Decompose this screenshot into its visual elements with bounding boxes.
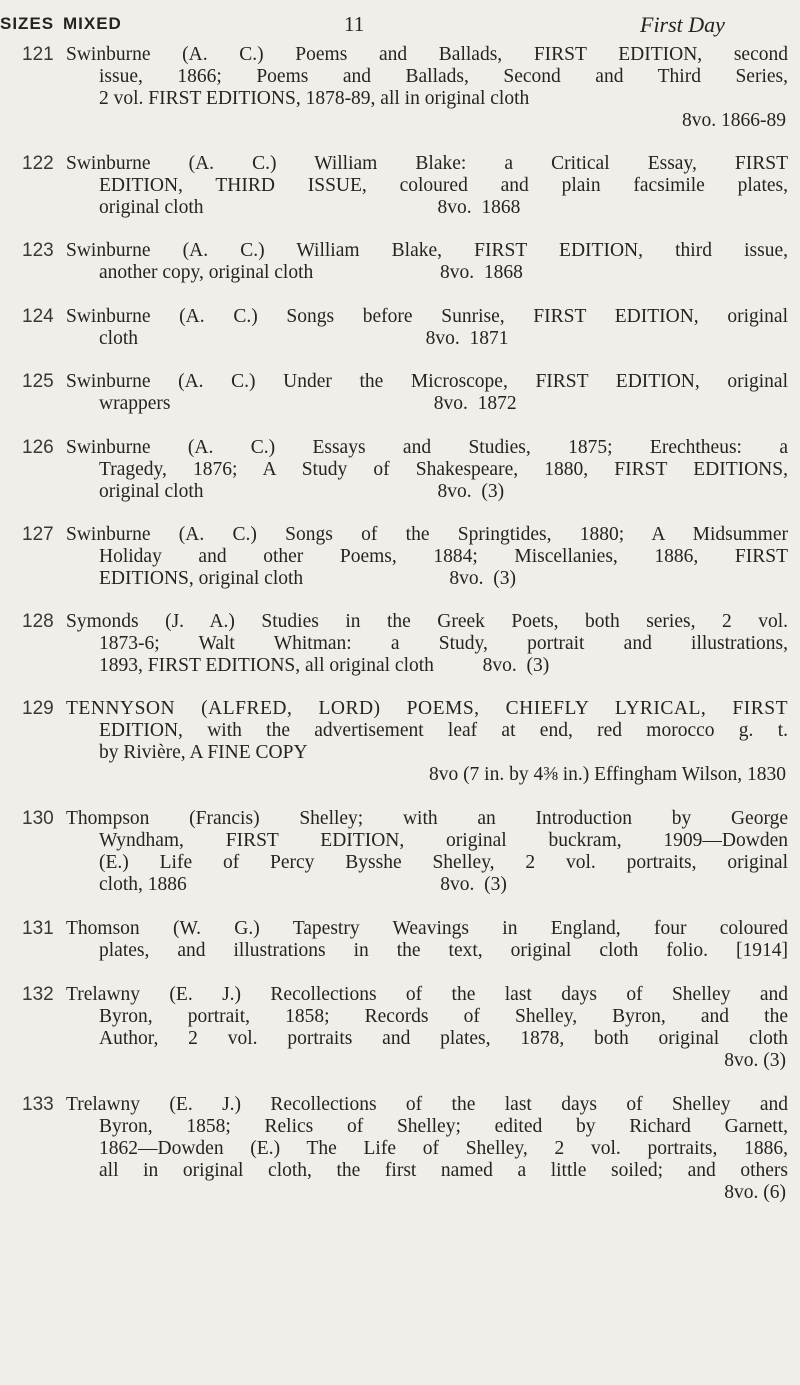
lot-line: Swinburne (A. C.) Songs before Sunrise, FIRST EDITION, original [66, 306, 788, 327]
lot-line: cloth 8vo. 1871 [99, 328, 509, 349]
lot-description [66, 984, 788, 1072]
lot-line: 1873-6; Walt Whitman: a Study, portrait and illustrations, [99, 633, 788, 654]
lot-number: 121 [22, 44, 54, 65]
lot-line: Author, 2 vol. portraits and plates, 1878, both original cloth [99, 1028, 788, 1049]
lot-line: EDITION, THIRD ISSUE, coloured and plain facsimile plates, [99, 175, 788, 196]
lot-description [66, 44, 788, 132]
lot-line: Holiday and other Poems, 1884; Miscellanies, 1886, FIRST [99, 546, 788, 567]
lot-number: 129 [22, 698, 54, 719]
lot-number: 127 [22, 524, 54, 545]
lot-line: Swinburne (A. C.) William Blake, FIRST EDITION, third issue, [66, 240, 788, 261]
lot-line: by Rivière, A FINE COPY [99, 742, 308, 763]
lot-line: Trelawny (E. J.) Recollections of the last days of Shelley and [66, 1094, 788, 1115]
lot-line: Thompson (Francis) Shelley; with an Introduction by George [66, 808, 788, 829]
lot-line: all in original cloth, the first named a little soiled; and others [99, 1160, 788, 1181]
header-sizes: SIZES [0, 14, 55, 33]
lot-line: Swinburne (A. C.) Under the Microscope, FIRST EDITION, original [66, 371, 788, 392]
lot-line: Thomson (W. G.) Tapestry Weavings in England, four coloured [66, 918, 788, 939]
lot-line: issue, 1866; Poems and Ballads, Second and Third Series, [99, 66, 788, 87]
lot-line: Trelawny (E. J.) Recollections of the last days of Shelley and [66, 984, 788, 1005]
lot-line: Tragedy, 1876; A Study of Shakespeare, 1880, FIRST EDITIONS, [99, 459, 788, 480]
lot-number: 125 [22, 371, 54, 392]
lot-line: original cloth 8vo. 1868 [99, 197, 521, 218]
lot-line: Byron, 1858; Relics of Shelley; edited by Richard Garnett, [99, 1116, 788, 1137]
lot-line: Byron, portrait, 1858; Records of Shelley, Byron, and the [99, 1006, 788, 1027]
lot-line: (E.) Life of Percy Bysshe Shelley, 2 vol. portraits, original [99, 852, 788, 873]
header-day: First Day [640, 12, 725, 37]
lot-description [66, 808, 788, 896]
lot-line: Swinburne (A. C.) Songs of the Springtides, 1880; A Midsummer [66, 524, 788, 545]
lot-number: 128 [22, 611, 54, 632]
lot-line: cloth, 1886 8vo. (3) [99, 874, 507, 895]
lot-line: EDITION, with the advertisement leaf at end, red morocco g. t. [99, 720, 788, 741]
lot-description [66, 524, 788, 590]
lot-description [66, 437, 788, 503]
lot-line: 1862—Dowden (E.) The Life of Shelley, 2 vol. portraits, 1886, [99, 1138, 788, 1159]
lot-description [66, 611, 788, 677]
page-number: 11 [344, 12, 365, 36]
lot-number: 132 [22, 984, 54, 1005]
lot-line: Symonds (J. A.) Studies in the Greek Poets, both series, 2 vol. [66, 611, 788, 632]
lot-line: plates, and illustrations in the text, original cloth folio. [1914] [99, 940, 788, 961]
lot-description [66, 153, 788, 219]
lot-number: 122 [22, 153, 54, 174]
lot-line: original cloth 8vo. (3) [99, 481, 505, 502]
lot-description [66, 306, 788, 350]
lot-description [66, 371, 788, 415]
lot-line: another copy, original cloth 8vo. 1868 [99, 262, 523, 283]
lot-line: 2 vol. FIRST EDITIONS, 1878-89, all in original cloth [99, 88, 530, 109]
lot-line: Swinburne (A. C.) William Blake: a Critical Essay, FIRST [66, 153, 788, 174]
lot-line: Swinburne (A. C.) Essays and Studies, 1875; Erechtheus: a [66, 437, 788, 458]
page-header [0, 12, 800, 38]
lot-line: 8vo (7 in. by 4⅜ in.) Effingham Wilson, 1830 [428, 764, 786, 785]
lot-number: 123 [22, 240, 54, 261]
lot-line: 1893, FIRST EDITIONS, all original cloth 8vo. (3) [99, 655, 550, 676]
lot-description [66, 918, 788, 962]
lot-description [66, 240, 788, 284]
lot-line: EDITIONS, original cloth 8vo. (3) [99, 568, 517, 589]
lot-description [66, 1094, 788, 1204]
lot-line: Wyndham, FIRST EDITION, original buckram, 1909—Dowden [99, 830, 788, 851]
lot-number: 130 [22, 808, 54, 829]
header-mixed: MIXED [63, 14, 122, 33]
lot-line: Swinburne (A. C.) Poems and Ballads, FIRST EDITION, second [66, 44, 788, 65]
lot-number: 131 [22, 918, 54, 939]
lot-line: 8vo. (6) [724, 1182, 786, 1203]
lot-number: 124 [22, 306, 54, 327]
lot-line: TENNYSON (ALFRED, LORD) POEMS, CHIEFLY LYRICAL, FIRST [66, 698, 788, 719]
lot-number: 126 [22, 437, 54, 458]
lot-line: 8vo. (3) [724, 1050, 786, 1071]
lot-description [66, 698, 788, 786]
lot-line: wrappers 8vo. 1872 [99, 393, 517, 414]
lot-number: 133 [22, 1094, 54, 1115]
lot-line: 8vo. 1866-89 [682, 110, 786, 131]
